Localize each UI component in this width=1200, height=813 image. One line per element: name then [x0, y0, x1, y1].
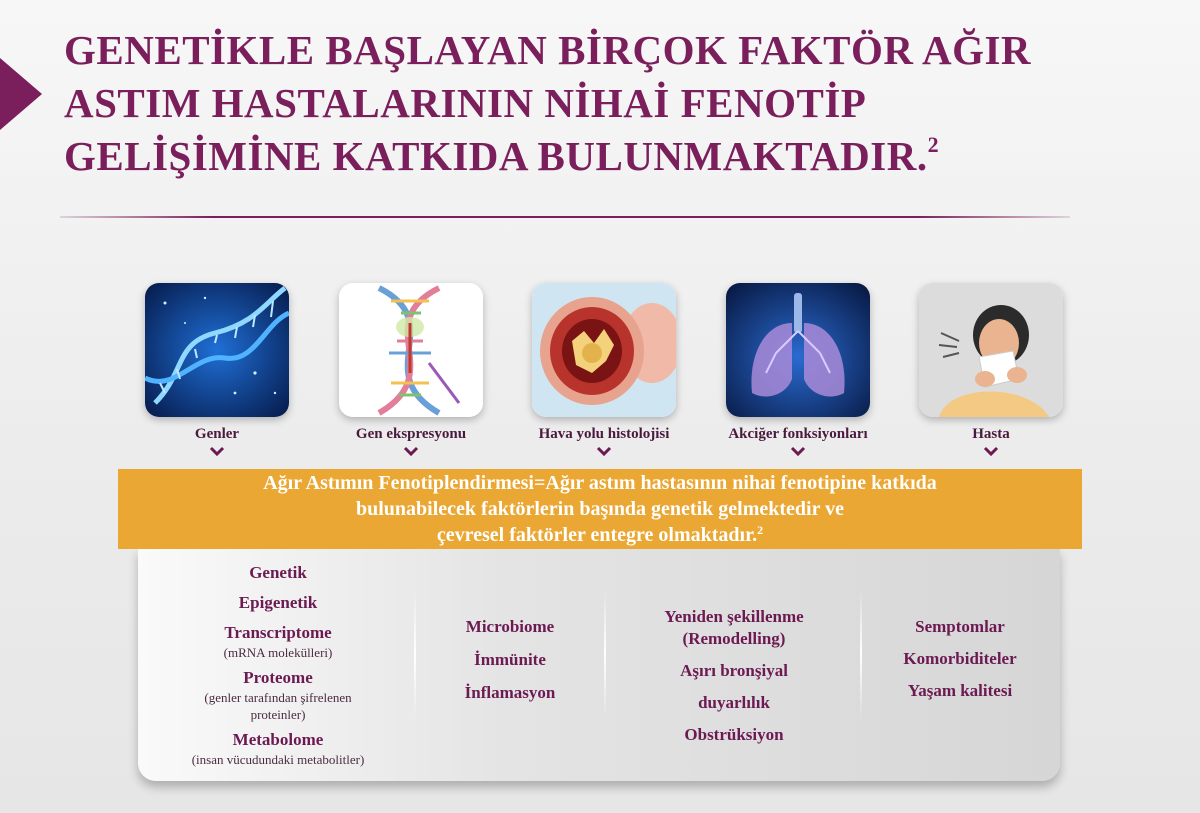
item-asiri-bronsiyal: Aşırı bronşiyal — [680, 661, 788, 680]
title-line-3: GELİŞİMİNE KATKIDA BULUNMAKTADIR. — [64, 133, 928, 179]
item-komorbiditeler: Komorbiditeler — [903, 649, 1017, 668]
item-remodelling: (Remodelling) — [682, 629, 786, 648]
column-patient — [870, 616, 1050, 702]
factor-label: Genler — [194, 426, 240, 442]
column-divider — [604, 589, 606, 719]
column-divider — [860, 589, 862, 719]
arrow-marker-icon — [0, 58, 42, 130]
dna-helix-icon — [145, 283, 289, 417]
factor-hasta — [901, 283, 1081, 462]
column-genetics — [158, 562, 398, 768]
item-proteome: Proteome — [243, 668, 313, 687]
column-airway — [614, 606, 854, 746]
chevron-down-icon — [596, 445, 612, 457]
item-yasam-kalitesi: Yaşam kalitesi — [907, 681, 1013, 700]
banner-line-3: çevresel faktörler entegre olmaktadır. — [436, 524, 758, 546]
item-metabolome-note: (insan vücudundaki metabolitler) — [191, 752, 365, 767]
item-metabolome: Metabolome — [232, 730, 324, 749]
phenotyping-banner — [118, 469, 1082, 549]
title-line-2: ASTIM HASTALARININ NİHAİ FENOTİP — [64, 80, 867, 126]
chevron-down-icon — [983, 445, 999, 457]
factor-label: Hava yolu histolojisi — [538, 426, 670, 442]
factor-label: Akciğer fonksiyonları — [728, 426, 868, 442]
item-duyarlilik: duyarlılık — [698, 693, 770, 712]
banner-line-1: Ağır Astımın Fenotiplendirmesi=Ağır astım hastasının nihai fenotipine katkıda — [263, 472, 937, 494]
lungs-icon — [726, 283, 870, 417]
factor-gen-ekspresyonu — [321, 283, 501, 462]
factor-label: Gen ekspresyonu — [355, 426, 467, 442]
title-divider — [60, 216, 1070, 218]
item-semptomlar: Semptomlar — [915, 617, 1005, 636]
factors-panel — [138, 549, 1060, 781]
patient-icon — [919, 283, 1063, 417]
banner-line-2: bulunabilecek faktörlerin başında genetik gelmektedir ve — [356, 498, 844, 520]
page-title — [64, 24, 1144, 183]
item-transcriptome: Transcriptome — [224, 623, 332, 642]
item-microbiome: Microbiome — [465, 617, 555, 636]
column-immunity — [424, 616, 596, 704]
column-divider — [414, 589, 416, 719]
item-transcriptome-note: (mRNA molekülleri) — [223, 645, 333, 660]
chevron-down-icon — [790, 445, 806, 457]
factor-genler — [127, 283, 307, 462]
item-immunite: İmmünite — [474, 650, 546, 669]
airway-histology-icon — [532, 283, 676, 417]
item-genetik: Genetik — [249, 563, 307, 582]
item-proteome-note: (genler tarafından şifrelenen proteinler) — [204, 690, 352, 722]
chevron-down-icon — [403, 445, 419, 457]
item-obstruksiyon: Obstrüksiyon — [684, 725, 784, 744]
title-line-1: GENETİKLE BAŞLAYAN BİRÇOK FAKTÖR AĞIR — [64, 27, 1032, 73]
gene-expression-icon — [339, 283, 483, 417]
item-epigenetik: Epigenetik — [238, 593, 318, 612]
factor-label: Hasta — [972, 426, 1010, 442]
banner-reference: 2 — [757, 523, 764, 537]
item-inflamasyon: İnflamasyon — [464, 683, 556, 702]
item-yeniden-sekillenme: Yeniden şekillenme — [664, 607, 804, 626]
chevron-down-icon — [209, 445, 225, 457]
factor-akciger — [708, 283, 888, 462]
title-reference: 2 — [927, 132, 940, 157]
factor-hava-yolu — [514, 283, 694, 462]
